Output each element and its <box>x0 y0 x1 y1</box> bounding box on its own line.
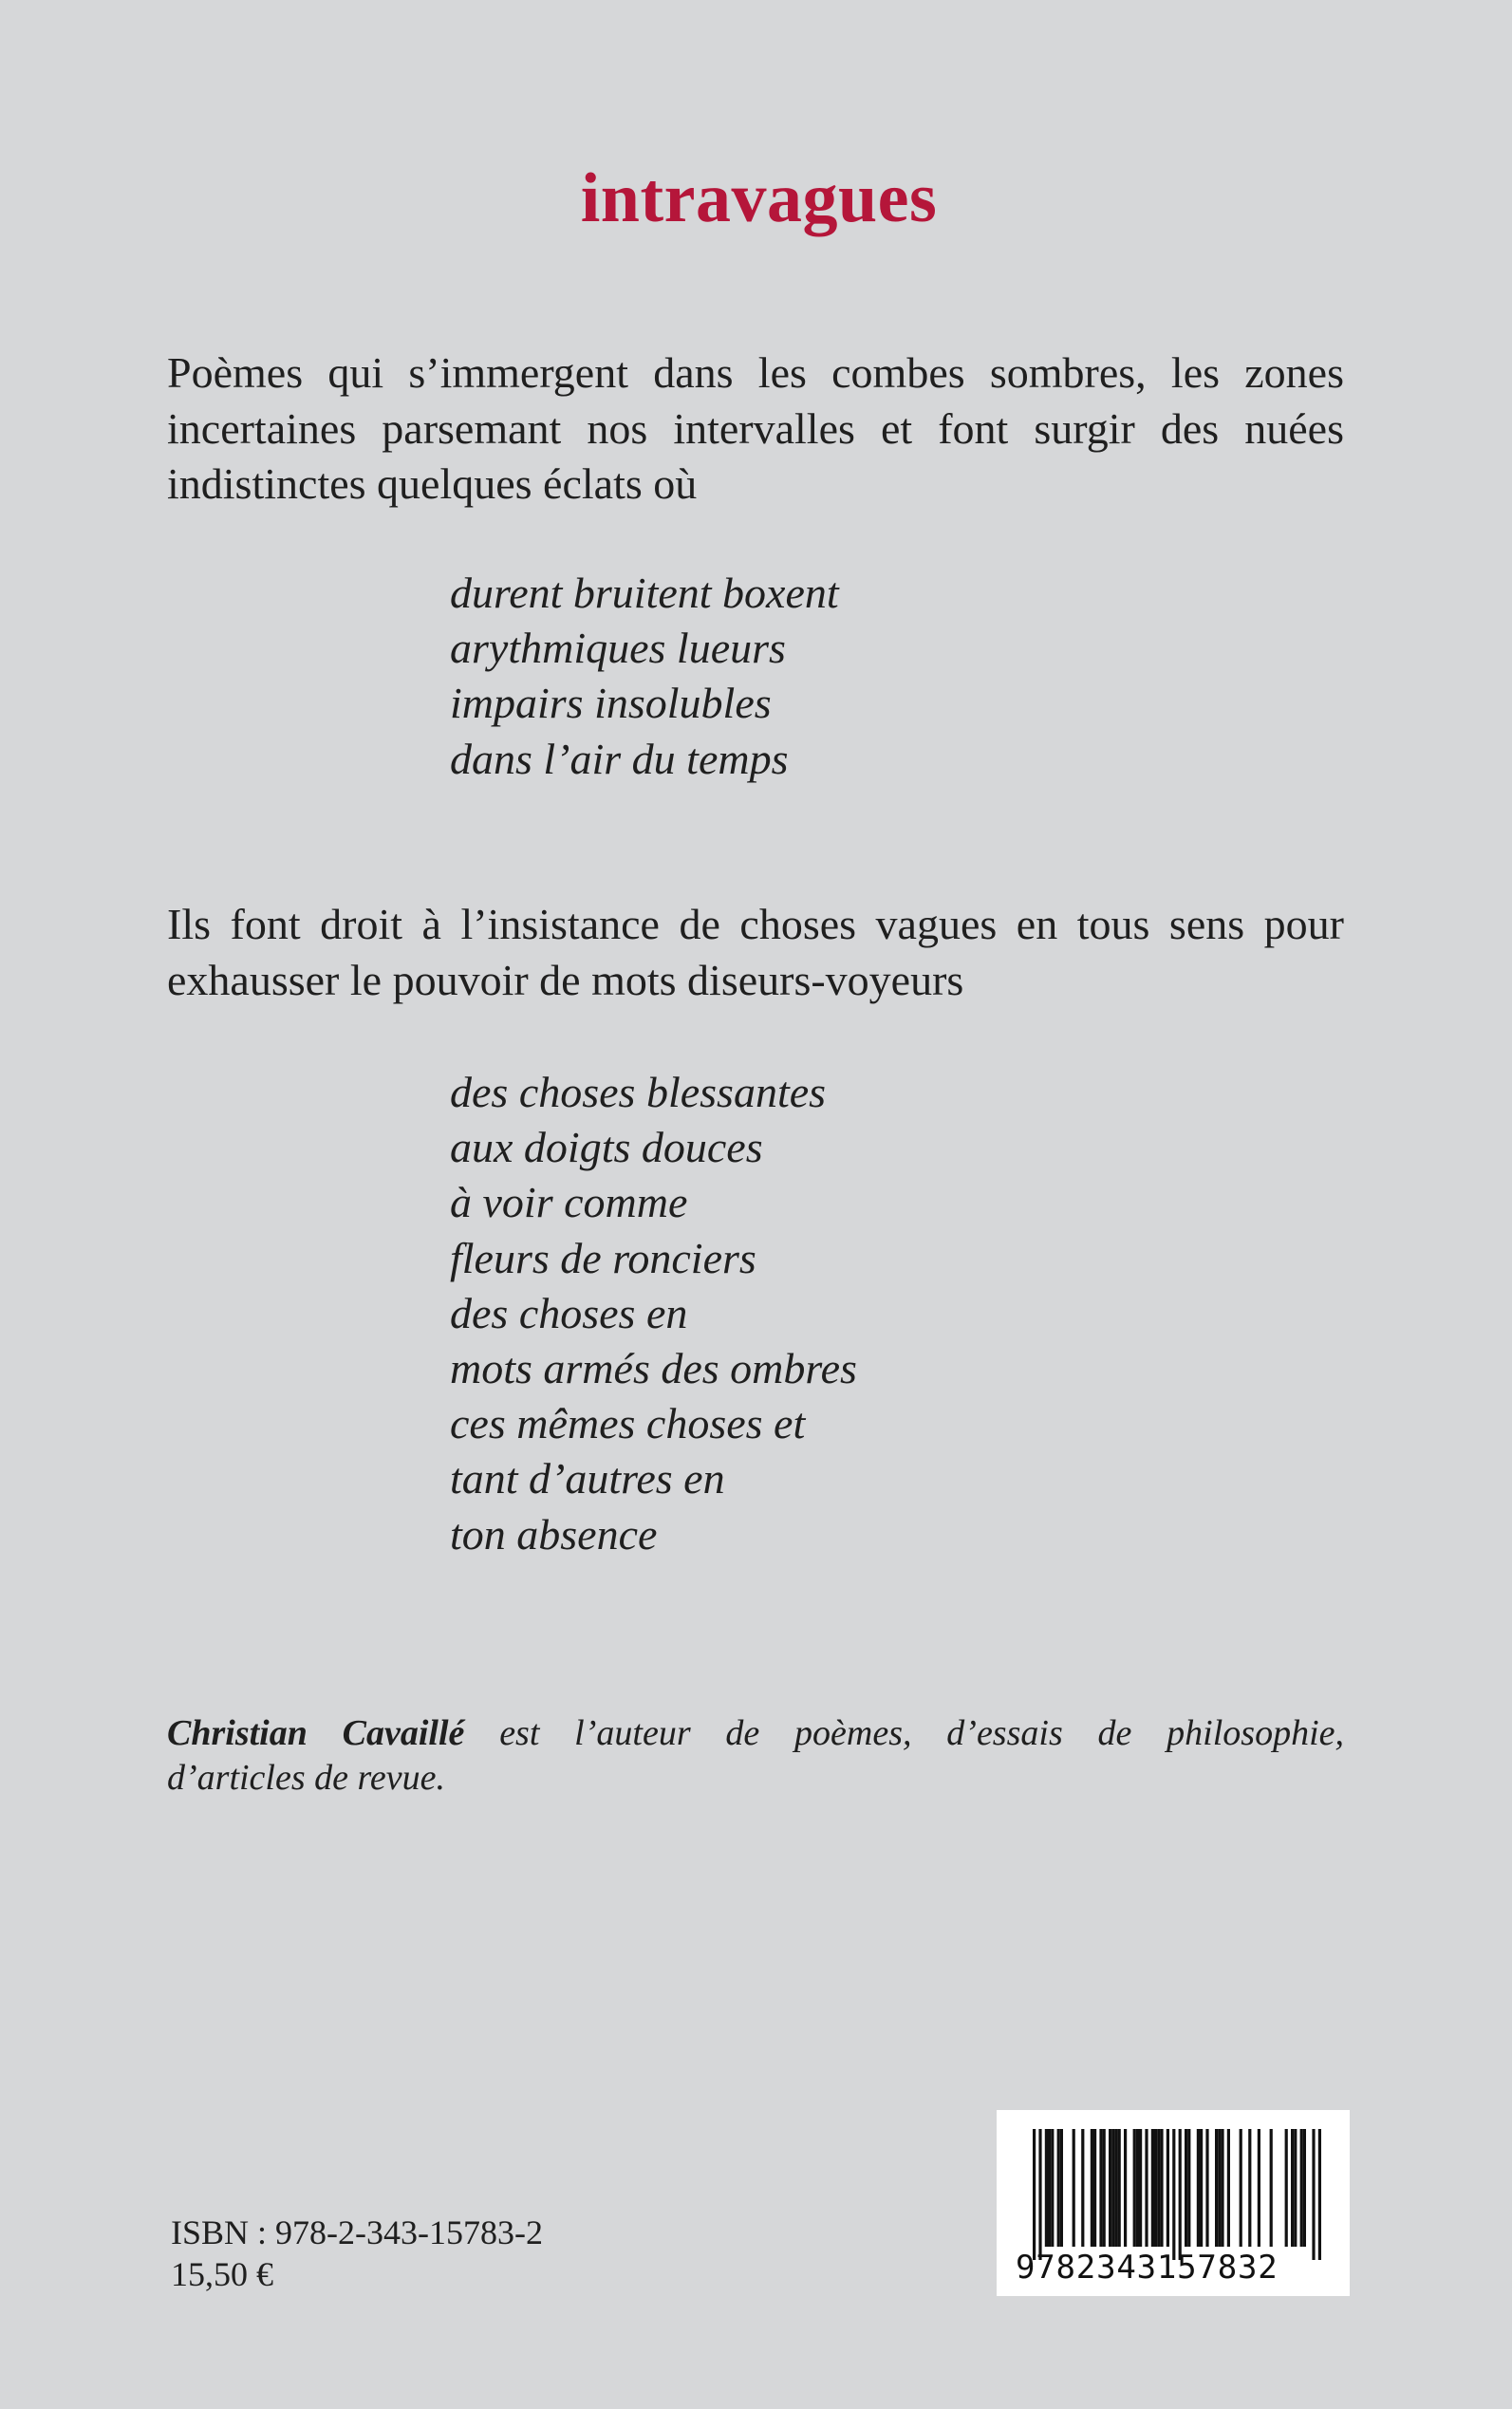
verse-line: à voir comme <box>450 1178 688 1227</box>
paragraph-2-line: Ils font droit à l’insistance de choses vagues en tous sens pour <box>167 900 1344 948</box>
description-paragraph-1 <box>167 345 1344 513</box>
barcode-bar <box>1215 2129 1218 2247</box>
verse-line: mots armés des ombres <box>450 1344 857 1393</box>
isbn-number: ISBN : 978-2-343-15783-2 <box>171 2213 543 2251</box>
barcode-bar <box>1048 2129 1051 2247</box>
barcode-bar <box>1197 2129 1200 2247</box>
barcode <box>997 2110 1350 2296</box>
barcode-bar <box>1124 2129 1127 2247</box>
barcode-bar <box>1093 2129 1096 2247</box>
barcode-digits: 9782343157832 <box>1016 2249 1279 2287</box>
barcode-bar <box>1300 2129 1303 2247</box>
barcode-bar <box>1248 2129 1251 2247</box>
verse-excerpt-1 <box>450 566 839 787</box>
author-name: Christian Cavaillé <box>167 1713 465 1753</box>
barcode-bar <box>1157 2129 1160 2247</box>
barcode-bar <box>1218 2129 1221 2247</box>
verse-line: ton absence <box>450 1509 658 1559</box>
author-bio <box>167 1711 1344 1801</box>
barcode-bar <box>1221 2129 1223 2247</box>
verse-line: tant d’autres en <box>450 1454 725 1503</box>
barcode-bar <box>1151 2129 1154 2247</box>
barcode-bar <box>1187 2129 1190 2247</box>
verse-line: des choses en <box>450 1288 688 1337</box>
isbn-block <box>171 2212 543 2295</box>
barcode-bar <box>1073 2129 1075 2247</box>
barcode-bar <box>1118 2129 1121 2247</box>
barcode-bar <box>1136 2129 1139 2247</box>
verse-line: fleurs de ronciers <box>450 1233 756 1282</box>
barcode-bar <box>1227 2129 1230 2247</box>
barcode-bar <box>1051 2129 1054 2247</box>
verse-line: aux doigts douces <box>450 1123 763 1172</box>
barcode-bar <box>1038 2129 1041 2260</box>
barcode-bar <box>1240 2129 1242 2247</box>
barcode-bar <box>1294 2129 1297 2247</box>
barcode-bar <box>1045 2129 1048 2247</box>
barcode-bar <box>1258 2129 1260 2247</box>
barcode-bar <box>1111 2129 1114 2247</box>
barcode-bar <box>1185 2129 1187 2247</box>
paragraph-1-line: indistinctes quelques éclats où <box>167 459 698 508</box>
barcode-bar <box>1318 2129 1321 2260</box>
barcode-bar <box>1285 2129 1288 2247</box>
barcode-bar <box>1060 2129 1063 2247</box>
barcode-bar <box>1133 2129 1136 2247</box>
barcode-bar <box>1103 2129 1106 2247</box>
paragraph-2-line: exhausser le pouvoir de mots diseurs-voyeurs <box>167 955 964 1004</box>
barcode-bar <box>1179 2129 1182 2260</box>
barcode-bar <box>1160 2129 1163 2247</box>
barcode-bar <box>1114 2129 1117 2247</box>
barcode-bar <box>1312 2129 1315 2260</box>
verse-excerpt-2 <box>450 1065 857 1562</box>
author-bio-text: est l’auteur de poèmes, d’essais de philosophie, <box>464 1713 1344 1753</box>
barcode-bar <box>1145 2129 1148 2247</box>
barcode-bar <box>1081 2129 1084 2247</box>
verse-line: ces mêmes choses et <box>450 1399 806 1448</box>
paragraph-1-line: Poèmes qui s’immergent dans les combes sombres, les zones <box>167 348 1344 397</box>
barcode-bar <box>1167 2129 1169 2247</box>
barcode-bar <box>1270 2129 1273 2247</box>
verse-line: dans l’air du temps <box>450 734 789 783</box>
barcode-bar <box>1303 2129 1306 2247</box>
barcode-bar <box>1291 2129 1294 2247</box>
barcode-bar <box>1099 2129 1102 2247</box>
barcode-bar <box>1154 2129 1157 2247</box>
verse-line: impairs insolubles <box>450 679 772 728</box>
barcode-bar <box>1200 2129 1203 2247</box>
author-bio-line-2: d’articles de revue. <box>167 1758 445 1798</box>
barcode-bar <box>1172 2129 1175 2260</box>
price: 15,50 € <box>171 2255 273 2293</box>
paragraph-1-line: incertaines parsemant nos intervalles et font surgir des nuées <box>167 403 1344 453</box>
barcode-bar <box>1205 2129 1208 2247</box>
description-paragraph-2 <box>167 897 1344 1008</box>
barcode-bar <box>1091 2129 1093 2247</box>
barcode-bar <box>1033 2129 1036 2260</box>
barcode-bar <box>1139 2129 1142 2247</box>
barcode-bar <box>1057 2129 1060 2247</box>
book-title <box>0 159 1512 237</box>
verse-line: des choses blessantes <box>450 1068 827 1116</box>
verse-line: durent bruitent boxent <box>450 569 839 617</box>
verse-line: arythmiques lueurs <box>450 624 786 673</box>
barcode-bar <box>1109 2129 1111 2247</box>
book-title-text: intravagues <box>580 159 938 237</box>
author-bio-line-1 <box>167 1711 1344 1756</box>
